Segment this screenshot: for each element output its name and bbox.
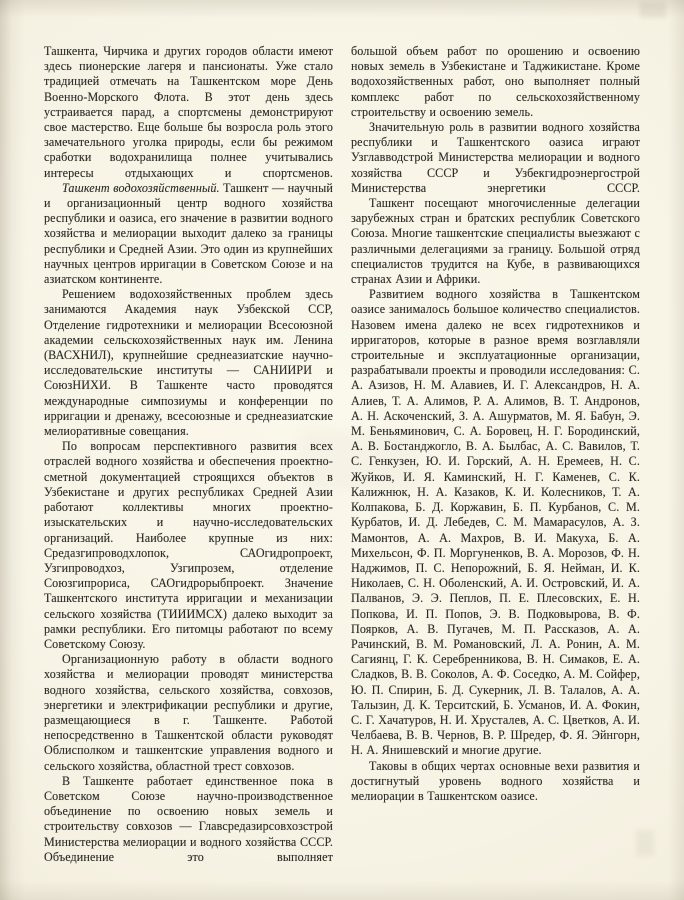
paragraph: Решением водохозяйственных проблем здесь занимаются Академия наук Узбекской ССР, Отделение гидротехники и мелиорации Всесоюзной академии сельскохозяйственных наук им. Ленина (ВАСХНИЛ), крупнейшие среднеазиатские научно-исследовательские институты — САНИИРИ и СоюзНИХИ. В Ташкенте часто проводятся международные симпозиумы и конференции по ирригации и дренажу, всесоюзные и среднеазиатские мелиоративные совещания. <box>44 287 333 439</box>
paragraph: большой объем работ по орошению и освоению новых земель в Узбекистане и Таджикистане. Кроме водохозяйственных работ, оно выполняет полный комплекс работ по сельскохозяйственному строительству и освоению земель. <box>351 44 640 119</box>
paragraph: Организационную работу в области водного хозяйства и мелиорации проводят министерства водного хозяйства, сельского хозяйства, совхозов, энергетики и электрификации республики и другие, размещающиеся в г. Ташкенте. Работой непосредственно в Ташкентской области руководят Облисполком и ташкентские управления водного и сельского хозяйства, областной трест совхозов. <box>44 652 333 773</box>
two-column-text-body <box>44 44 640 865</box>
paragraph <box>44 181 333 287</box>
page-bottom-edge-shadow <box>0 880 684 900</box>
paragraph: Значительную роль в развитии водного хозяйства республики и Ташкентского оазиса играют Узглавводстрой Министерства мелиорации и водного хозяйства СССР и Узбекгидроэнергострой Министерства энергетики СССР. <box>351 120 640 195</box>
paragraph: Ташкент посещают многочисленные делегации зарубежных стран и братских республик Советского Союза. Многие ташкентские специалисты выезжают с различными делегациями за границу. Большой отряд специалистов трудится на Кубе, в развивающихся странах Азии и Африки. <box>351 196 640 287</box>
paragraph-text: Ташкент — научный и организационный центр водного хозяйства республики и оазиса, его значение в развитии водного хозяйства и мелиорации выходит далеко за границы республики и Средней Азии. Это один из крупнейших научных центров ирригации в Советском Союзе и на азиатском континенте. <box>44 180 333 287</box>
run-in-heading: Ташкент водохозяйственный. <box>62 180 220 195</box>
paragraph: Таковы в общих чертах основные вехи развития и достигнутый уровень водного хозяйства и мелиорации в Ташкентском оазисе. <box>351 758 640 803</box>
paragraph: Ташкента, Чирчика и других городов области имеют здесь пионерские лагеря и пансионаты. Уже стало традицией отмечать на Ташкентском море День Военно-Морского Флота. В этот день здесь устраивается парад, а спортсмены демонстрируют свое мастерство. Еще больше бы возросла роль этого замечательного уголка природы, если бы режимом сработки водохранилища полнее учитывались интересы отдыхающих и спортсменов. <box>44 44 333 180</box>
paragraph: В Ташкенте работает единственное пока в Советском Союзе научно-производственное объединение по освоению новых земель и строительству совхозов — Главсредазирсовхозстрой Министерства мелиорации и водного хозяйства СССР. Объединение это выполняет <box>44 773 333 864</box>
page-right-edge-shadow <box>668 0 684 900</box>
scan-smudge-top-right <box>640 2 666 18</box>
paragraph: По вопросам перспективного развития всех отраслей водного хозяйства и обеспечения проектно-сметной документацией строящихся объектов в Узбекистане и других республиках Средней Азии работают коллективы многих проектно-изыскательских и научно-исследовательских организаций. Наиболее крупные из них: Средазгипроводхлопок, САОгидропроект, Узгипроводхоз, Узгипрозем, отделение Союзгипрориса, САОгидрорыбпроект. Значение Ташкентского института ирригации и механизации сельского хозяйства (ТИИИМСХ) далеко выходит за рамки республики. Его питомцы работают по всему Советскому Союзу. <box>44 439 333 651</box>
right-text-column <box>351 44 640 865</box>
left-text-column <box>44 44 333 865</box>
specialists-name-list-paragraph: Развитием водного хозяйства в Ташкентском оазисе занималось большое количество специалистов. Назовем имена далеко не всех гидротехников и ирригаторов, которые в разное время возглавляли строительные и эксплуатационные организации, разрабатывали проекты и проводили исследования: С. А. Азизов, Н. М. Алавиев, И. Г. Александров, Н. А. Алиев, Т. А. Алимов, Р. А. Алимов, В. Т. Андронов, А. Н. Аскоченский, З. А. Ашурматов, М. Я. Бабун, Э. М. Беньяминович, С. А. Боровец, Н. Г. Бородинский, А. В. Бостанджогло, В. А. Былбас, А. С. Вавилов, Т. С. Генкузен, Ю. И. Горский, А. Н. Еремеев, Н. С. Жуйков, И. Я. Каминский, Н. Г. Каменев, С. К. Калижнюк, Н. А. Казаков, К. И. Колесников, Т. А. Колпакова, Б. Д. Коржавин, Б. П. Курбанов, С. М. Курбатов, И. Д. Лебедев, С. М. Мамарасулов, А. З. Мамонтов, А. А. Махров, В. И. Макуха, Б. А. Михельсон, Ф. П. Моргуненков, В. А. Морозов, Ф. Н. Наджимов, П. С. Непорожний, Б. Я. Нейман, И. К. Николаев, С. Н. Оболенский, А. И. Островский, И. А. Палванов, Э. Э. Пеплов, П. Е. Плесовских, Е. Н. Попкова, И. П. Попов, Э. В. Подковырова, В. Ф. Поярков, А. В. Пугачев, М. П. Рассказов, А. А. Рачинский, В. М. Романовский, Л. А. Ронин, А. М. Сагиянц, Г. К. Серебренникова, В. Н. Симаков, Е. А. Сладков, В. В. Соколов, А. Ф. Соседко, А. М. Сойфер, Ю. П. Спирин, Б. Д. Сукерник, Л. В. Талалов, А. А. Талызин, Д. К. Терситский, Б. Усманов, И. А. Фокин, С. Г. Хачатуров, Н. И. Хрусталев, А. С. Цветков, А. И. Челбаева, В. В. Чернов, В. Р. Шредер, Ф. Я. Эйнгорн, Н. А. Янишевский и многие другие. <box>351 287 640 758</box>
